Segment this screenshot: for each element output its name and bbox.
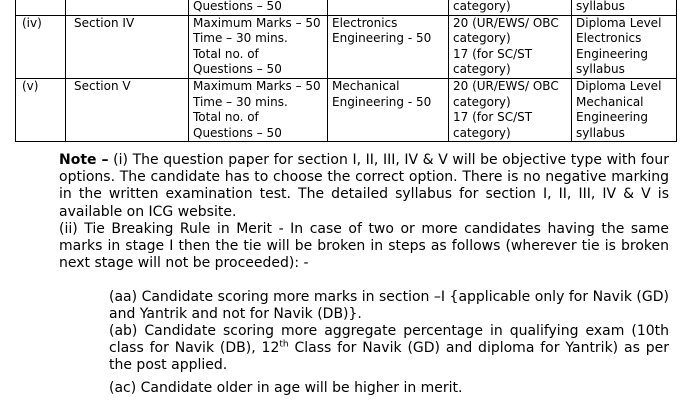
table-row (16, 0, 677, 15)
marks-cell (189, 0, 328, 15)
qualifying-line: category) (453, 0, 511, 13)
subject-line: Mechanical (332, 78, 400, 93)
qualifying-line: 20 (UR/EWS/ OBC (453, 15, 559, 30)
rule-item-ab-text: (ab) Candidate scoring more aggregate percentage in qualifying exam (10th class for Navik (DB), 12 (109, 323, 669, 357)
rule-item-ab (109, 323, 669, 375)
syllabus-line: Engineering (576, 46, 648, 61)
syllabus-line: Diploma Level (576, 15, 662, 30)
marks-cell (189, 78, 328, 141)
marks-line: Time – 30 mins. (193, 94, 288, 109)
syllabus-line: syllabus (576, 62, 625, 77)
rule-item-ab-text-end: Class for Navik (GD) and diploma for Yantrik) as per the post applied. (109, 340, 669, 374)
marks-line: Questions – 50 (193, 0, 282, 13)
marks-line: Total no. of (193, 46, 259, 61)
syllabus-cell (572, 78, 677, 141)
syllabus-line: Electronics (576, 31, 642, 46)
qualifying-line: 20 (UR/EWS/ OBC (453, 78, 559, 93)
marks-line: Questions – 50 (193, 125, 282, 140)
marks-line: Time – 30 mins. (193, 31, 288, 46)
section-cell: Section IV (66, 15, 189, 78)
subject-cell (328, 78, 449, 141)
qualifying-line: category) (453, 125, 511, 140)
serial-cell (16, 0, 66, 15)
note-text-1: (i) The question paper for section I, II, III, IV & V will be objective type with four options. The candidate has to choose the correct option. There is no negative marking in the written examination test. The detailed syllabus for section I, II, III, IV & V is available on ICG website. (59, 152, 670, 220)
subject-cell (328, 0, 449, 15)
section-cell: Section V (66, 78, 189, 141)
subject-line: Engineering - 50 (332, 31, 432, 46)
marks-line: Maximum Marks – 50 (193, 15, 321, 30)
marks-cell (189, 15, 328, 78)
qualifying-line: category) (453, 62, 511, 77)
qualifying-line: category) (453, 31, 511, 46)
section-cell (66, 0, 189, 15)
table-row (16, 15, 677, 78)
subject-line: Engineering - 50 (332, 94, 432, 109)
exam-sections-table (15, 0, 677, 142)
tie-breaking-rule: (ii) Tie Breaking Rule in Merit - In case of two or more candidates having the same marks in stage I then the tie will be broken in steps as follows (wherever tie is broken next stage will not be proceeded): - (59, 220, 669, 272)
qualifying-line: 17 (for SC/ST (453, 110, 533, 125)
note-label: Note – (59, 152, 109, 168)
subject-line: Electronics (332, 15, 398, 30)
syllabus-line: syllabus (576, 0, 625, 13)
serial-cell: (v) (16, 78, 66, 141)
marks-line: Questions – 50 (193, 62, 282, 77)
qualifying-cell (449, 78, 572, 141)
qualifying-line: category) (453, 94, 511, 109)
syllabus-cell (572, 0, 677, 15)
qualifying-line: 17 (for SC/ST (453, 46, 533, 61)
serial-cell: (iv) (16, 15, 66, 78)
syllabus-line: Diploma Level (576, 78, 662, 93)
qualifying-cell (449, 15, 572, 78)
syllabus-line: Engineering (576, 110, 648, 125)
syllabus-line: Mechanical (576, 94, 644, 109)
marks-line: Total no. of (193, 110, 259, 125)
subject-cell (328, 15, 449, 78)
syllabus-cell (572, 15, 677, 78)
note-paragraph-1 (59, 152, 669, 221)
ordinal-superscript: th (279, 339, 289, 350)
rule-item-ac: (ac) Candidate older in age will be higher in merit. (109, 380, 463, 396)
rule-item-aa: (aa) Candidate scoring more marks in section –I {applicable only for Navik (GD) and Yantrik and not for Navik (DB)}. (109, 289, 669, 323)
syllabus-line: syllabus (576, 125, 625, 140)
marks-line: Maximum Marks – 50 (193, 78, 321, 93)
table-row (16, 78, 677, 141)
note-block (59, 152, 669, 272)
qualifying-cell (449, 0, 572, 15)
